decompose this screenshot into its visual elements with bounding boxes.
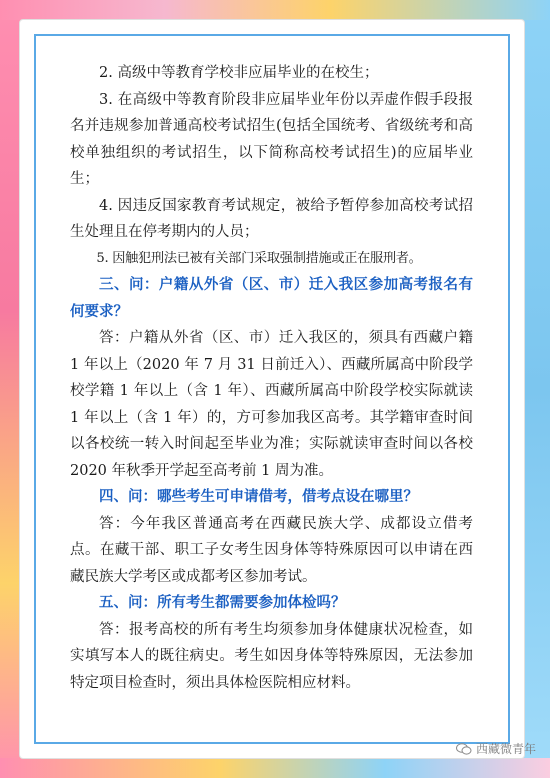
article-body xyxy=(70,60,473,696)
decor-stripe-right-blue xyxy=(524,0,550,778)
paragraph: 4. 因违反国家教育考试规定，被给予暂停参加高校考试招生处理且在停考期内的人员； xyxy=(70,197,473,240)
decor-stripe-top xyxy=(0,0,550,20)
answer-paragraph: 答：今年我区普通高考在西藏民族大学、成都设立借考点。在藏干部、职工子女考生因身体等特殊原因可以申请在西藏民族大学考区或成都考区参加考试。 xyxy=(70,515,473,585)
answer-paragraph: 答：户籍从外省（区、市）迁入我区的，须具有西藏户籍 1 年以上（2020 年 7 月 31 日前迁入）、西藏所属高中阶段学校学籍 1 年以上（含 1 年）、西藏所属高中阶段学校实际就读 1 年以上（含 1 年）的，方可参加我区高考。其学籍审查时间以各校统一转入时间起至毕业为准；实际就读审查时间以各校 2020 年秋季开学起至高考前 1 周为准。 xyxy=(70,330,473,479)
paragraph: 5. 因触犯刑法已被有关部门采取强制措施或正在服刑者。 xyxy=(96,250,422,266)
question-heading: 五、问：所有考生都需要参加体检吗？ xyxy=(99,594,346,611)
paragraph: 2. 高级中等教育学校非应届毕业的在校生； xyxy=(99,65,379,81)
question-heading: 四、问：哪些考生可申请借考，借考点设在哪里？ xyxy=(99,488,418,505)
wechat-icon xyxy=(456,743,472,755)
answer-paragraph: 答：报考高校的所有考生均须参加身体健康状况检查，如实填写本人的既往病史。考生如因身体等特殊原因，无法参加特定项目检查时，须出具体检医院相应材料。 xyxy=(70,621,473,691)
decor-stripe-bottom xyxy=(0,758,550,778)
question-heading: 三、问：户籍从外省（区、市）迁入我区参加高考报名有何要求？ xyxy=(70,276,473,320)
source-watermark xyxy=(456,740,536,757)
watermark-text: 西藏微青年 xyxy=(476,742,537,756)
paragraph: 3. 在高级中等教育阶段非应届毕业年份以弄虚作假手段报名并违规参加普通高校考试招生(包括全国统考、省级统考和高校单独组织的考试招生，以下简称高校考试招生)的应届毕业生； xyxy=(70,91,473,187)
decor-stripe-left-pink xyxy=(0,0,20,778)
